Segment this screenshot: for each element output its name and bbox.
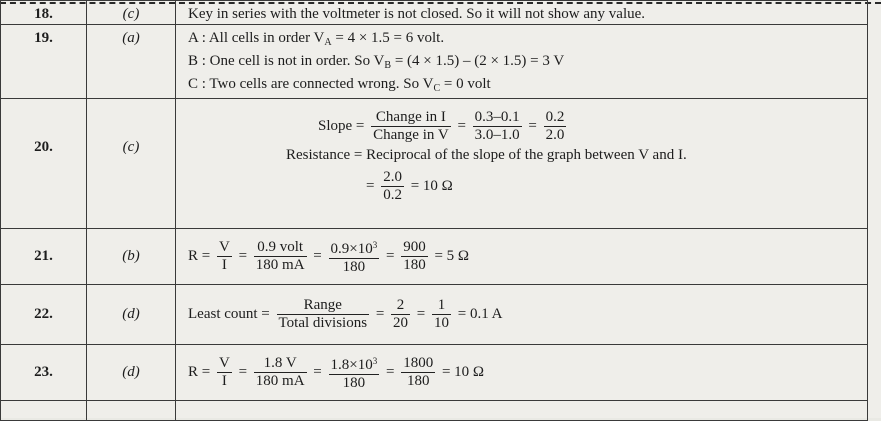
answer-option: (d) — [87, 345, 176, 401]
explanation — [176, 99, 868, 229]
fraction: $\frac{2.0}{0.2}$ — [383, 169, 402, 203]
table-row — [1, 345, 868, 401]
answer-option: (c) — [87, 99, 176, 229]
line-b: B : One cell is not in order. So $V_B = (4 \times 1.5) - (2 \times 1.5) = 3$ V — [188, 53, 565, 71]
fraction: $\frac{900}{180}$ — [403, 239, 426, 273]
fraction: $\frac{\text{0.9 volt}}{180 mA}$ — [255, 239, 305, 273]
fraction: $\frac{0.3-0.1}{3.0-1.0}$ — [474, 109, 520, 143]
fraction: $\frac{0.2}{2.0}$ — [545, 109, 565, 143]
fraction: $\frac{V}{I}$ — [218, 355, 230, 389]
question-number: 20. — [1, 99, 87, 229]
question-number: 18. — [1, 1, 87, 25]
explanation — [176, 285, 868, 345]
fraction: $\frac{1.8\times 10^3}{180}$ — [330, 356, 378, 391]
answer-option: (d) — [87, 285, 176, 345]
fraction: $\frac{1.8 V}{180 mA}$ — [255, 355, 305, 389]
fraction: $\frac{\text{Range}}{\text{Total divisions}}$ — [278, 297, 368, 331]
line-c: C : Two cells are connected wrong. So $V_C = 0$ volt — [188, 76, 491, 94]
resistance-equation: R = $\frac{V}{I}$ = $\frac{\text{0.9 volt}}{180 mA}$ = $\frac{0.9\times 10^3}{180}$ = $\frac{900}{180}$ = 5 Ω — [188, 239, 470, 275]
resistance-equation: R = $\frac{V}{I}$ = $\frac{1.8 V}{180 mA}$ = $\frac{1.8\times 10^3}{180}$ = $\frac{1800}{180}$ = 10 Ω — [188, 355, 485, 391]
answer-option: (a) — [87, 25, 176, 99]
resistance-equation: = $\frac{2.0}{0.2}$ = 10 Ω — [366, 169, 453, 203]
explanation — [176, 345, 868, 401]
fraction: $\frac{0.9\times 10^3}{180}$ — [330, 240, 378, 275]
answer-option: (b) — [87, 229, 176, 285]
fraction: $\frac{2}{20}$ — [393, 297, 409, 331]
line-a: A : All cells in order $V_A = 4 \times 1.5 = 6$ volt. — [188, 30, 445, 48]
question-number: 23. — [1, 345, 87, 401]
table-row — [1, 1, 868, 25]
slope-equation: Slope = $\frac{\text{Change in I}}{\text{Change in V}}$ = $\frac{0.3-0.1}{3.0-1.0}$ = $\frac{0.2}{2.0}$ — [318, 109, 565, 143]
table-row — [1, 25, 868, 99]
fraction: $\frac{1800}{180}$ — [403, 355, 434, 389]
explanation-text: Key in series with the voltmeter is not closed. So it will not show any value. — [188, 6, 646, 22]
least-count-equation: Least count = $\frac{\text{Range}}{\text{Total divisions}}$ = $\frac{2}{20}$ = $\frac{1}{10}$ = 0.1 A — [188, 297, 503, 331]
resistance-text: Resistance = Reciprocal of the slope of the graph between V and I. — [286, 147, 687, 163]
explanation — [176, 1, 868, 25]
explanation — [176, 229, 868, 285]
explanation — [176, 25, 868, 99]
fraction: $\frac{V}{I}$ — [218, 239, 230, 273]
table-row — [1, 285, 868, 345]
fraction: $\frac{1}{10}$ — [434, 297, 450, 331]
question-number: 21. — [1, 229, 87, 285]
table-row — [1, 99, 868, 229]
fraction: $\frac{\text{Change in I}}{\text{Change in V}}$ — [373, 109, 449, 143]
table-row — [1, 229, 868, 285]
answer-option: (c) — [87, 1, 176, 25]
question-number: 19. — [1, 25, 87, 99]
question-number: 22. — [1, 285, 87, 345]
